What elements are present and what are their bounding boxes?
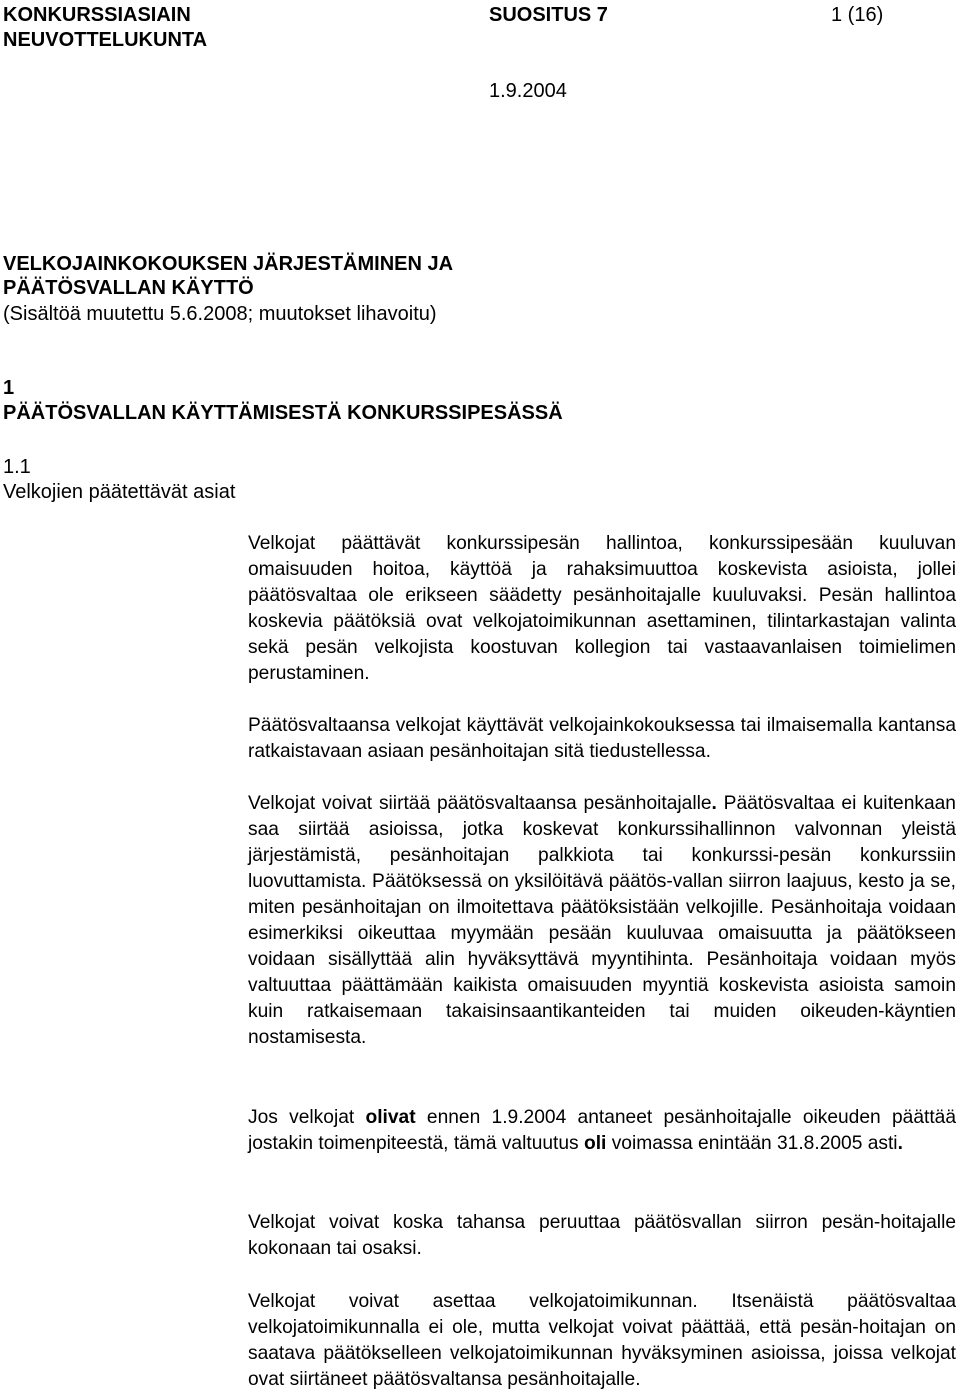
paragraph-3-part-2: Päätösvaltaa ei kuitenkaan saa siirtää asioissa, jotka koskevat konkurssihallinnon valvonnan yleistä järjestämistä, pesänhoitajan palkkiota tai konkurssi-pesän konkurssiin luovuttamista. Päätöksessä on yksilöitävä päätös-vallan siirron laajuus, kesto ja se, miten pesänhoitajan on ilmoitettava päätöksistään velkojille. Pesänhoitaja voidaan esimerkiksi oikeuttaa myymään pesään kuuluvaa omaisuutta ja päätökseen voidaan sisällyttää alin hyväksyttävä myyntihinta. Pesänhoitaja voidaan myös valtuuttaa päättämään kaikista omaisuuden myyntiä koskevista asioista samoin kuin ratkaisemaan takaisinsaantikanteiden tai muiden oikeuden-käyntien nostamisesta. bbox=[248, 793, 956, 1048]
document-title-line2: PÄÄTÖSVALLAN KÄYTTÖ bbox=[3, 277, 254, 299]
section-1-1-number: 1.1 bbox=[3, 456, 31, 478]
paragraph-4 bbox=[248, 1105, 956, 1157]
paragraph-4-bold-olivat: olivat bbox=[365, 1107, 416, 1128]
paragraph-4-bold-period: . bbox=[897, 1133, 903, 1154]
paragraph-6: Velkojat voivat asettaa velkojatoimikunnan. Itsenäistä päätösvaltaa velkojatoimikunnalla ei ole, mutta velkojat voivat päättää, että pesän-hoitajan on saatava päätökselleen velkojatoimikunnan hyväksyminen asioissa, joissa velkojat ovat siirtäneet päätösvaltansa pesänhoitajalle. bbox=[248, 1291, 956, 1390]
section-1-1-title: Velkojien päätettävät asiat bbox=[3, 481, 236, 503]
document-title-note: (Sisältöä muutettu 5.6.2008; muutokset lihavoitu) bbox=[3, 303, 437, 325]
paragraph-4-part-1: Jos velkojat bbox=[248, 1107, 366, 1128]
paragraph-5: Velkojat voivat koska tahansa peruuttaa päätösvallan siirron pesän-hoitajalle kokonaan tai osaksi. bbox=[248, 1212, 956, 1259]
document-title-line1: VELKOJAINKOKOUKSEN JÄRJESTÄMINEN JA bbox=[3, 253, 454, 275]
paragraph-4-bold-oli: oli bbox=[583, 1133, 607, 1154]
paragraph-2: Päätösvaltaansa velkojat käyttävät velkojainkokouksessa tai ilmaisemalla kantansa ratkaistavaan asiaan pesänhoitajan sitä tiedustellessa. bbox=[248, 715, 956, 762]
paragraph-4-part-2: ennen 1.9.2004 antaneet pesänhoitajalle oikeuden päättää jostakin toimenpiteestä, tämä valtuutus bbox=[248, 1107, 957, 1154]
org-name-line1: KONKURSSIASIAIN bbox=[3, 4, 191, 26]
paragraph-3-bold-period: . bbox=[711, 793, 717, 814]
org-name-line2: NEUVOTTELUKUNTA bbox=[3, 29, 208, 51]
paragraph-3-part-1: Velkojat voivat siirtää päätösvaltaansa pesänhoitajalle bbox=[248, 793, 712, 814]
section-1-title: PÄÄTÖSVALLAN KÄYTTÄMISESTÄ KONKURSSIPESÄSSÄ bbox=[3, 402, 563, 424]
page-number: 1 (16) bbox=[831, 4, 884, 26]
paragraph-4-part-3: voimassa enintään 31.8.2005 asti bbox=[606, 1133, 898, 1154]
section-1-number: 1 bbox=[3, 377, 15, 399]
paragraph-3 bbox=[248, 791, 956, 1051]
paragraph-1: Velkojat päättävät konkurssipesän hallintoa, konkurssipesään kuuluvan omaisuuden hoitoa, käyttöä ja rahaksimuuttoa koskevista asioista, jollei päätösvaltaa ole erikseen säädetty pesänhoitajalle kuuluvaksi. Pesän hallintoa koskevia päätöksiä ovat velkojatoimikunnan asettaminen, tilintarkastajan valinta sekä pesän velkojista koostuvan kollegion tai vastaavanlaisen toimielimen perustaminen. bbox=[248, 533, 956, 684]
document-date: 1.9.2004 bbox=[489, 80, 567, 102]
document-type: SUOSITUS 7 bbox=[489, 4, 608, 26]
